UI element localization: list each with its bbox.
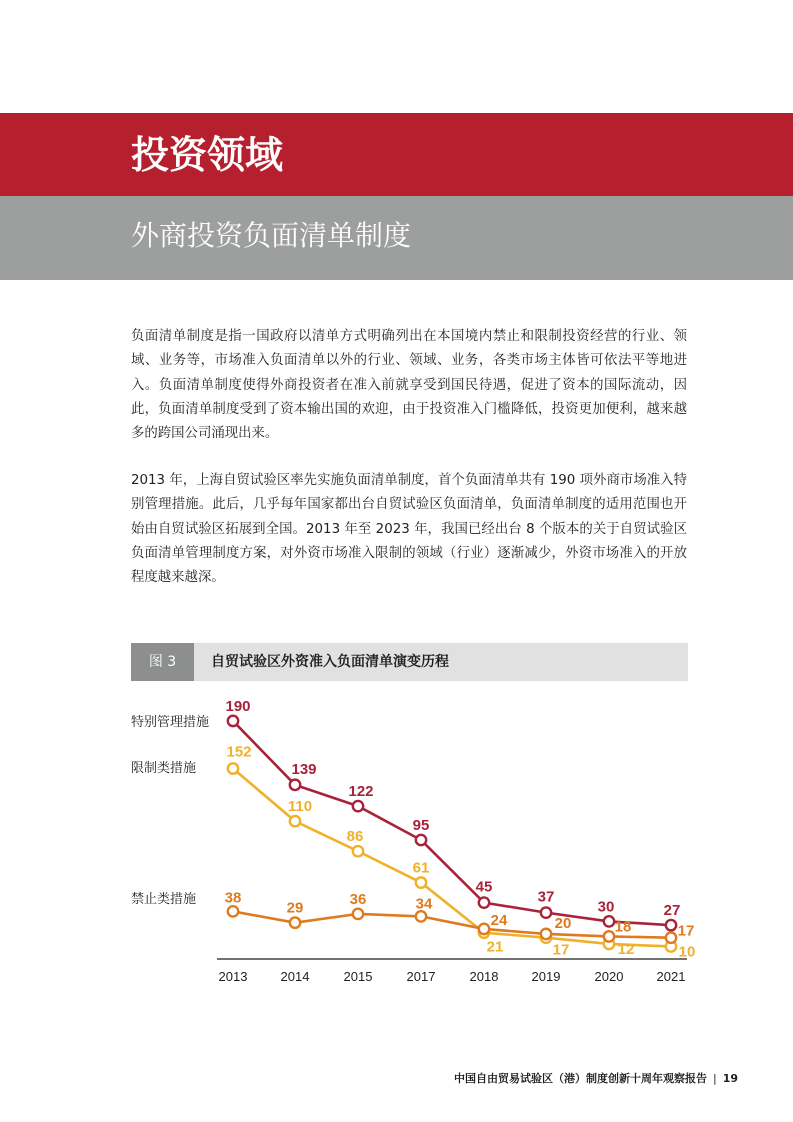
page-footer bbox=[454, 1070, 738, 1086]
footer-separator: | bbox=[712, 1072, 717, 1085]
data-point bbox=[228, 763, 238, 773]
data-point bbox=[416, 911, 426, 921]
data-point bbox=[416, 835, 426, 845]
data-label: 29 bbox=[286, 899, 304, 917]
data-point bbox=[290, 816, 300, 826]
data-point bbox=[228, 906, 238, 916]
data-point bbox=[353, 801, 363, 811]
data-label: 190 bbox=[225, 697, 251, 715]
x-tick-label: 2015 bbox=[343, 969, 373, 984]
data-label: 18 bbox=[614, 918, 632, 936]
data-label: 110 bbox=[287, 798, 313, 816]
page-number: 19 bbox=[722, 1072, 738, 1085]
series-label: 禁止类措施 bbox=[131, 892, 197, 907]
data-point bbox=[479, 897, 489, 907]
data-label: 21 bbox=[486, 938, 504, 956]
x-tick-label: 2014 bbox=[280, 969, 310, 984]
data-point bbox=[228, 716, 238, 726]
data-label: 10 bbox=[678, 943, 696, 961]
data-point bbox=[604, 931, 614, 941]
x-tick-label: 2021 bbox=[656, 969, 686, 984]
data-label: 12 bbox=[617, 940, 635, 958]
data-label: 36 bbox=[349, 890, 367, 908]
footer-report-title: 中国自由贸易试验区（港）制度创新十周年观察报告 bbox=[453, 1072, 707, 1085]
data-label: 61 bbox=[412, 859, 430, 877]
data-point bbox=[353, 909, 363, 919]
data-point bbox=[604, 916, 614, 926]
body-paragraph-1: 负面清单制度是指一国政府以清单方式明确列出在本国境内禁止和限制投资经营的行业、领域、业务等，市场准入负面清单以外的行业、领域、业务，各类市场主体皆可依法平等地进入。负面清单制度使得外商投资者在准入前就享受到国民待遇，促进了资本的国际流动，因此，负面清单制度受到了资本输出国的欢迎，由于投资准入门槛降低，投资更加便利，越来越多的跨国公司涌现出来。 bbox=[131, 329, 687, 442]
body-paragraph-2: 2013 年，上海自贸试验区率先实施负面清单制度，首个负面清单共有 190 项外商市场准入特别管理措施。此后，几乎每年国家都出台自贸试验区负面清单，负面清单制度的适用范围也开始由自贸试验区拓展到全国。2013 年至 2023 年，我国已经出台 8 个版本的关于自贸试验区负面清单管理制度方案，对外资市场准入限制的领域（行业）逐渐减少，外资市场准入的开放程度越来越深。 bbox=[131, 473, 687, 586]
figure-label: 图 3 bbox=[131, 643, 194, 681]
x-tick-label: 2017 bbox=[406, 969, 436, 984]
data-label: 122 bbox=[348, 783, 374, 801]
data-point bbox=[353, 846, 363, 856]
data-label: 37 bbox=[537, 888, 555, 906]
data-label: 24 bbox=[490, 911, 508, 929]
x-tick-label: 2020 bbox=[594, 969, 624, 984]
data-label: 38 bbox=[224, 889, 242, 907]
data-label: 45 bbox=[475, 878, 493, 896]
data-label: 17 bbox=[677, 922, 695, 940]
x-tick-label: 2013 bbox=[218, 969, 248, 984]
data-point bbox=[290, 917, 300, 927]
series-label: 特别管理措施 bbox=[131, 715, 210, 730]
data-point bbox=[541, 929, 551, 939]
data-label: 152 bbox=[226, 743, 252, 761]
data-label: 30 bbox=[597, 898, 615, 916]
figure-title: 自贸试验区外资准入负面清单演变历程 bbox=[211, 654, 449, 670]
data-label: 139 bbox=[291, 760, 317, 778]
data-point bbox=[666, 932, 676, 942]
data-label: 20 bbox=[554, 914, 572, 932]
data-point bbox=[416, 877, 426, 887]
x-tick-label: 2018 bbox=[469, 969, 499, 984]
data-label: 27 bbox=[663, 902, 681, 920]
x-tick-label: 2019 bbox=[531, 969, 561, 984]
series-label: 限制类措施 bbox=[131, 761, 197, 776]
data-label: 95 bbox=[412, 816, 430, 834]
data-point bbox=[290, 780, 300, 790]
data-point bbox=[479, 924, 489, 934]
data-point bbox=[666, 920, 676, 930]
data-label: 34 bbox=[415, 895, 433, 913]
data-label: 86 bbox=[346, 828, 364, 846]
data-label: 17 bbox=[552, 941, 570, 959]
section-title: 投资领域 bbox=[131, 133, 284, 177]
subsection-title: 外商投资负面清单制度 bbox=[131, 219, 412, 252]
data-point bbox=[541, 907, 551, 917]
